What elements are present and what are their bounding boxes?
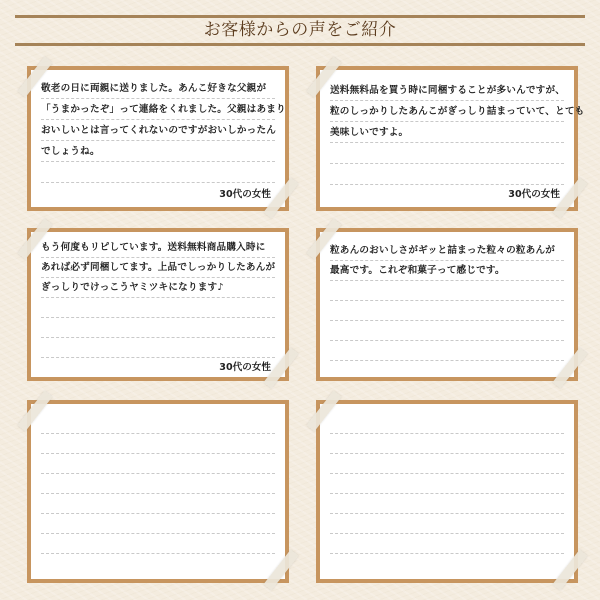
testimonial-author: 30代の女性: [219, 362, 271, 373]
testimonial-text: [330, 241, 564, 361]
testimonial-line: おいしいとは言ってくれないのですがおいしかったん: [41, 125, 277, 136]
testimonial-line: でしょうね。: [41, 146, 100, 157]
testimonial-card-1: [27, 66, 289, 211]
ruled-lines: [330, 414, 564, 554]
testimonial-line: 最高です。これぞ和菓子って感じです。: [330, 265, 505, 276]
testimonial-card-6-blank: [316, 400, 578, 583]
testimonial-line: 送料無料品を買う時に同梱することが多いんですが、: [330, 85, 566, 96]
testimonial-author: 30代の女性: [219, 189, 271, 200]
header-rule-top: [15, 15, 585, 18]
testimonial-card-4: [316, 228, 578, 381]
testimonial-text: [41, 78, 286, 183]
testimonial-card-2: [316, 66, 585, 211]
testimonial-text: [330, 80, 585, 185]
testimonial-line: もう何度もリピしています。送料無料商品購入時に: [41, 242, 266, 253]
testimonial-line: 「うまかったぞ」って連絡をくれました。父親はあまり: [41, 104, 286, 115]
tape-corner-decoration: [553, 550, 588, 591]
testimonial-line: 粒あんのおいしさがギッと詰まった粒々の粒あんが: [330, 245, 556, 256]
header-rule-bottom: [15, 43, 585, 46]
testimonial-line: ぎっしりでけっこうヤミツキになります♪: [41, 282, 224, 293]
testimonial-card-3: [27, 228, 289, 381]
testimonial-author: 30代の女性: [508, 189, 560, 200]
testimonial-line: 美味しいですよ。: [330, 127, 409, 138]
testimonial-line: 粒のしっかりしたあんこがぎっしり詰まっていて、とても: [330, 106, 585, 117]
section-header: [15, 15, 585, 45]
ruled-lines: [41, 414, 275, 554]
testimonial-line: あれば必ず同梱してます。上品でしっかりしたあんが: [41, 262, 276, 273]
testimonial-line: 敬老の日に両親に送りました。あんこ好きな父親が: [41, 83, 267, 94]
tape-corner-decoration: [264, 550, 299, 591]
page-title: お客様からの声をご紹介: [203, 20, 397, 40]
testimonial-card-5-blank: [27, 400, 289, 583]
testimonial-text: [41, 238, 275, 358]
